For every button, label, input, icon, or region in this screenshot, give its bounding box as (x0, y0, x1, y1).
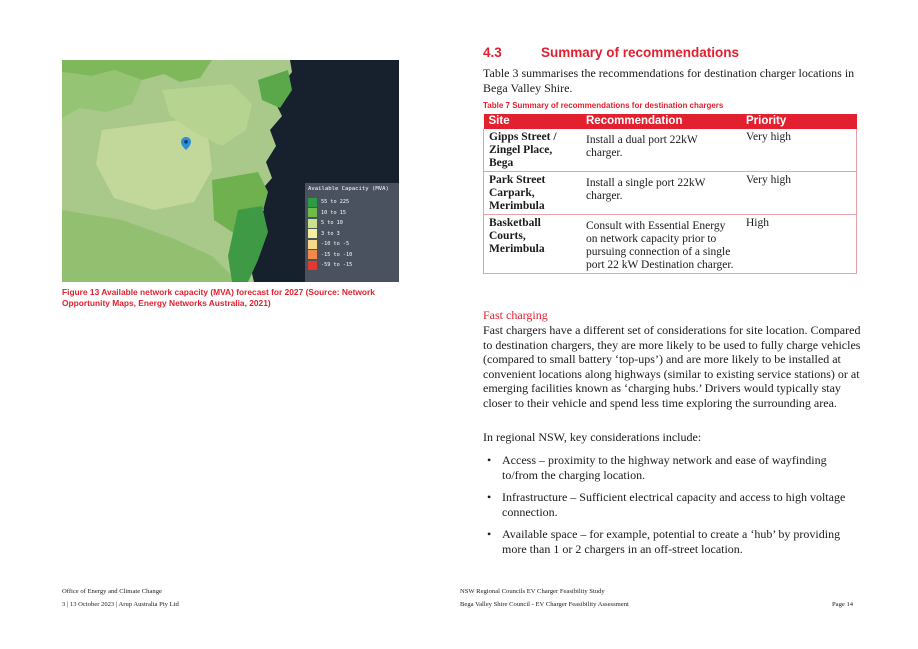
bullet-icon: • (487, 490, 492, 505)
legend-swatch (308, 250, 317, 259)
cell-site: Basketball Courts, Merimbula (484, 215, 582, 274)
map-legend (305, 183, 399, 282)
legend-label: -10 to -5 (321, 241, 350, 248)
section-heading (483, 45, 739, 60)
list-item (483, 527, 863, 556)
legend-item (308, 260, 399, 271)
cell-priority: Very high (741, 129, 857, 172)
legend-label: 55 to 225 (321, 199, 350, 206)
cell-recommendation: Install a single port 22kW charger. (581, 172, 741, 215)
legend-item (308, 197, 399, 208)
legend-swatch (308, 240, 317, 249)
legend-label: -59 to -15 (321, 262, 353, 269)
table-row (484, 215, 857, 274)
considerations-lead-in: In regional NSW, key considerations include: (483, 430, 702, 444)
cell-recommendation: Install a dual port 22kW charger. (581, 129, 741, 172)
list-item-text: Infrastructure – Sufficient electrical capacity and access to high voltage connection. (502, 490, 846, 519)
table-row (484, 129, 857, 172)
table-row (484, 172, 857, 215)
legend-swatch (308, 229, 317, 238)
footer-left-line1: Office of Energy and Climate Change (62, 588, 162, 595)
cell-site: Gipps Street / Zingel Place, Bega (484, 129, 582, 172)
footer-right-line2: Bega Valley Shire Council - EV Charger Feasibility Assessment (460, 601, 629, 608)
legend-title: Available Capacity (MVA) (308, 186, 389, 192)
map-pin-icon (181, 137, 191, 150)
legend-label: 10 to 15 (321, 209, 346, 216)
legend-label: -15 to -10 (321, 251, 353, 258)
list-item (483, 453, 863, 482)
cell-site: Park Street Carpark, Merimbula (484, 172, 582, 215)
header-priority: Priority (741, 114, 857, 129)
cell-recommendation: Consult with Essential Energy on network capacity prior to pursuing connection of a single port 22 kW Destination charger. (581, 215, 741, 274)
legend-item (308, 229, 399, 240)
table-caption: Table 7 Summary of recommendations for destination chargers (483, 101, 724, 110)
list-item-text: Access – proximity to the highway network and ease of wayfinding to/from the charging location. (502, 453, 827, 482)
footer-left-line2: 3 | 13 October 2023 | Arup Australia Pty Ltd (62, 601, 179, 608)
legend-label: 3 to 3 (321, 230, 340, 237)
bullet-icon: • (487, 453, 492, 467)
page-number: Page 14 (832, 601, 854, 608)
section-number: 4.3 (483, 45, 502, 60)
fast-charging-heading: Fast charging (483, 308, 548, 322)
table-header-row (484, 114, 857, 129)
cell-priority: Very high (741, 172, 857, 215)
legend-swatch (308, 219, 317, 228)
legend-swatch (308, 208, 317, 217)
legend-item (308, 239, 399, 250)
header-recommendation: Recommendation (581, 114, 741, 129)
footer-right-line1: NSW Regional Councils EV Charger Feasibility Study (460, 588, 605, 595)
legend-item (308, 250, 399, 261)
legend-item (308, 208, 399, 219)
list-item (483, 490, 863, 519)
fast-charging-paragraph: Fast chargers have a different set of considerations for site location. Compared to destination chargers, they are more likely to be used to fully charge vehicles (compared to small battery ‘top-ups’) and are more likely to be installed at convenient locations along highways (similar to existing service stations) or at emerging facilities known as ‘charging hubs.’ Drivers would typically stay closer to their vehicle and spend less time exploring the surrounding area. (483, 323, 861, 410)
legend-swatch (308, 261, 317, 270)
section-title: Summary of recommendations (541, 45, 740, 60)
list-item-text: Available space – for example, potential to create a ‘hub’ by providing more than 1 or 2 chargers in an off-street location. (502, 527, 841, 556)
legend-label: 5 to 10 (321, 220, 343, 227)
considerations-list (483, 453, 863, 565)
recommendations-table (483, 114, 857, 274)
cell-priority: High (741, 215, 857, 274)
header-site: Site (484, 114, 582, 129)
figure-caption: Figure 13 Available network capacity (MVA) forecast for 2027 (Source: Network Opportunity Maps, Energy Networks Australia, 2021) (62, 287, 375, 308)
legend-item (308, 218, 399, 229)
legend-swatch (308, 198, 317, 207)
bullet-icon: • (487, 527, 492, 542)
section-intro: Table 3 summarises the recommendations for destination charger locations in Bega Valley Shire. (483, 66, 855, 95)
